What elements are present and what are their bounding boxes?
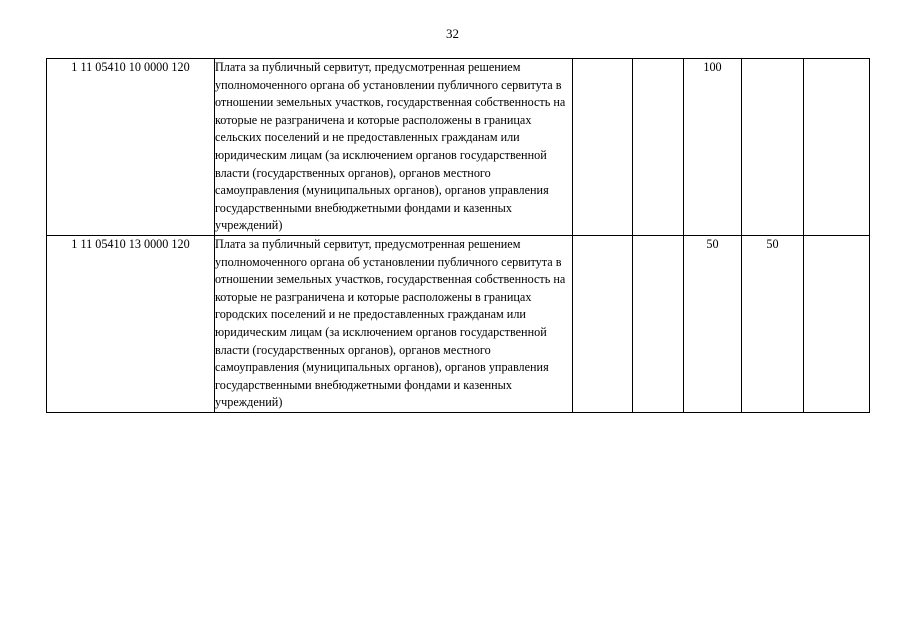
value-cell-col7 [804, 59, 870, 236]
value-cell-col5: 50 [684, 235, 742, 412]
value-cell-col4 [633, 235, 684, 412]
value-cell-col6: 50 [742, 235, 804, 412]
value-cell-col6 [742, 59, 804, 236]
income-code-cell: 1 11 05410 13 0000 120 [47, 235, 215, 412]
table-row [47, 235, 870, 412]
income-name-cell: Плата за публичный сервитут, предусмотренная решением уполномоченного органа об установлении публичного сервитута в отношении земельных участков, государственная собственность на которые не разграничена и которые расположены в границах городских поселений и не предоставленных гражданам или юридическим лицам (за исключением органов государственной власти (государственных органов), органов местного самоуправления (муниципальных органов), органов управления государственными внебюджетными фондами и казенных учреждений) [215, 235, 573, 412]
value-cell-col3 [573, 59, 633, 236]
value-cell-col5: 100 [684, 59, 742, 236]
value-cell-col4 [633, 59, 684, 236]
income-code-cell: 1 11 05410 10 0000 120 [47, 59, 215, 236]
value-cell-col3 [573, 235, 633, 412]
income-name-cell: Плата за публичный сервитут, предусмотренная решением уполномоченного органа об установлении публичного сервитута в отношении земельных участков, государственная собственность на которые не разграничена и которые расположены в границах сельских поселений и не предоставленных гражданам или юридическим лицам (за исключением органов государственной власти (государственных органов), органов местного самоуправления (муниципальных органов), органов управления государственными внебюджетными фондами и казенных учреждений) [215, 59, 573, 236]
table-row [47, 59, 870, 236]
budget-classification-table [46, 58, 870, 413]
page-number: 32 [446, 26, 459, 41]
value-cell-col7 [804, 235, 870, 412]
